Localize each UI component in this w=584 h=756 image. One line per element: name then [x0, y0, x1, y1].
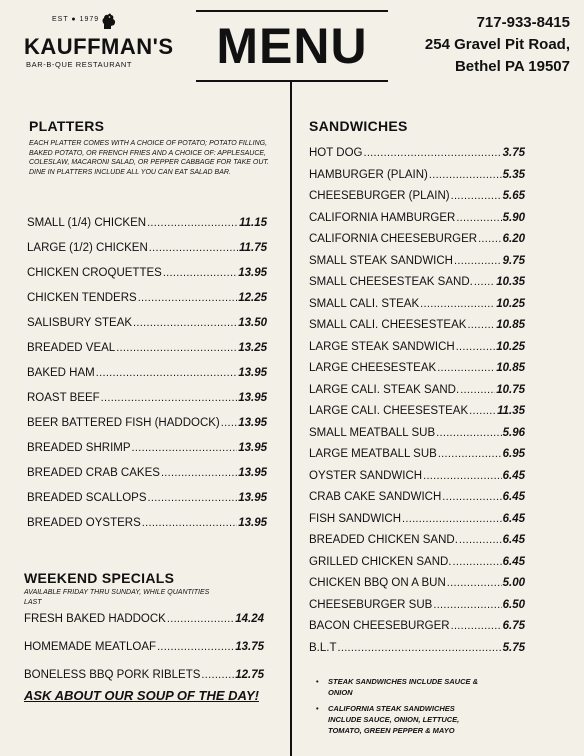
dot-leader — [157, 633, 234, 661]
menu-item — [309, 509, 525, 531]
menu-item — [27, 211, 267, 236]
menu-item-price: 6.50 — [502, 598, 525, 611]
dot-leader — [436, 423, 501, 445]
logo-name: KAUFFMAN'S — [24, 34, 174, 59]
menu-item-price: 5.90 — [502, 211, 525, 224]
menu-item-price: 13.95 — [238, 367, 267, 379]
rooster-icon — [98, 12, 118, 32]
dot-leader — [451, 616, 502, 638]
menu-item — [24, 633, 264, 661]
dot-leader — [133, 311, 237, 336]
menu-item — [309, 272, 525, 294]
menu-item-price: 6.75 — [502, 620, 525, 632]
menu-item — [309, 337, 525, 359]
dot-leader — [437, 358, 495, 380]
dot-leader — [420, 294, 495, 316]
dot-leader — [467, 315, 495, 337]
menu-item-name: BREADED SHRIMP — [27, 442, 131, 454]
menu-item-name: CALIFORNIA CHEESEBURGER — [309, 233, 478, 245]
menu-item-price: 13.95 — [238, 417, 267, 429]
menu-item-name: CHEESEBURGER SUB — [309, 598, 433, 611]
dot-leader — [453, 552, 502, 574]
dot-leader — [438, 444, 502, 466]
menu-item-name: CALIFORNIA HAMBURGER — [309, 211, 456, 224]
dot-leader — [167, 605, 234, 633]
menu-item — [309, 229, 525, 251]
menu-item — [27, 336, 267, 361]
dot-leader — [149, 236, 238, 261]
column-divider — [290, 80, 292, 756]
menu-item — [27, 411, 267, 436]
menu-item-name: HOMEMADE MEATLOAF — [24, 641, 157, 653]
menu-item-price: 13.50 — [238, 317, 267, 329]
menu-item-name: SALISBURY STEAK — [27, 317, 133, 329]
dot-leader — [429, 165, 502, 187]
dot-leader — [433, 595, 501, 617]
platters-note: EACH PLATTER COMES WITH A CHOICE OF POTATO; POTATO FILLING, BAKED POTATO, OR FRENCH FRIES AND A CHOICE OF: APPLESAUCE, COLESLAW, MACARONI SALAD, OR PEPPER CABBAGE FOR TAKE OUT. DINE IN PLATTERS INCLUDE ALL YOU CAN EAT SALAD BAR. — [29, 140, 270, 176]
menu-item — [309, 595, 525, 617]
logo-established: EST ● 1979 — [52, 16, 100, 23]
menu-item-price: 13.75 — [235, 641, 264, 653]
dot-leader — [478, 229, 502, 251]
menu-item — [309, 466, 525, 488]
menu-item-name: BEER BATTERED FISH (HADDOCK) — [27, 417, 220, 429]
menu-item-name: LARGE CHEESESTEAK — [309, 362, 437, 374]
menu-item-price: 13.95 — [238, 517, 267, 529]
menu-item-name: ROAST BEEF — [27, 392, 100, 404]
menu-item-name: BACON CHEESEBURGER — [309, 620, 450, 632]
dot-leader — [138, 286, 238, 311]
menu-item-name: BREADED CHICKEN SAND. — [309, 534, 458, 546]
menu-item — [309, 358, 525, 380]
menu-item-name: BAKED HAM — [27, 367, 95, 379]
dot-leader — [161, 461, 237, 486]
dot-leader — [456, 208, 501, 230]
phone-number: 717-933-8415 — [476, 14, 570, 31]
sandwich-notes — [316, 676, 486, 741]
menu-item — [309, 294, 525, 316]
menu-item — [309, 165, 525, 187]
menu-item-name: HOT DOG — [309, 147, 363, 159]
menu-item-price: 5.75 — [502, 641, 525, 654]
dot-leader — [447, 573, 502, 595]
menu-item-price: 10.85 — [496, 319, 525, 331]
menu-item-price: 6.45 — [502, 512, 525, 525]
sandwich-note: • STEAK SANDWICHES INCLUDE SAUCE & ONION — [316, 676, 486, 698]
menu-item-price: 11.75 — [239, 242, 267, 254]
menu-item-name: OYSTER SANDWICH — [309, 469, 423, 482]
menu-item — [27, 461, 267, 486]
menu-item-price: 13.95 — [238, 442, 267, 454]
menu-item — [24, 661, 264, 689]
menu-item-price: 14.24 — [235, 613, 264, 625]
dot-leader — [96, 361, 237, 386]
dot-leader — [147, 211, 238, 236]
menu-item-name: FISH SANDWICH — [309, 512, 401, 525]
platters-heading: PLATTERS — [29, 118, 105, 134]
menu-item-price: 10.25 — [496, 340, 525, 353]
menu-item-name: CHEESEBURGER (PLAIN) — [309, 190, 450, 202]
restaurant-logo — [24, 14, 174, 70]
menu-item-price: 13.95 — [238, 467, 267, 479]
menu-item-name: CHICKEN BBQ ON A BUN — [309, 577, 446, 589]
menu-item — [27, 286, 267, 311]
menu-item — [27, 236, 267, 261]
dot-leader — [201, 661, 234, 689]
menu-item-name: HAMBURGER (PLAIN) — [309, 168, 428, 181]
dot-leader — [454, 251, 502, 273]
dot-leader — [116, 336, 237, 361]
contact-info — [425, 12, 570, 78]
menu-item-price: 6.45 — [502, 534, 525, 546]
menu-item-price: 6.45 — [502, 491, 525, 503]
dot-leader — [142, 511, 237, 536]
weekend-note: AVAILABLE FRIDAY THRU SUNDAY, WHILE QUANTITIES LAST — [24, 589, 210, 606]
platters-list — [27, 211, 267, 536]
menu-item — [24, 605, 264, 633]
menu-item-price: 6.95 — [502, 448, 525, 460]
menu-item-price: 5.65 — [502, 190, 525, 202]
dot-leader — [442, 487, 501, 509]
menu-item-price: 5.00 — [502, 577, 525, 589]
menu-item-name: BREADED VEAL — [27, 342, 116, 354]
dot-leader — [337, 638, 501, 660]
address-line-2: Bethel PA 19507 — [454, 58, 570, 75]
dot-leader — [451, 186, 502, 208]
menu-item — [309, 573, 525, 595]
menu-item-name: BREADED CRAB CAKES — [27, 467, 160, 479]
menu-item-price: 5.96 — [502, 426, 525, 439]
soup-of-the-day: ASK ABOUT OUR SOUP OF THE DAY! — [24, 688, 259, 703]
menu-item — [309, 380, 525, 402]
menu-item-name: FRESH BAKED HADDOCK — [24, 613, 166, 625]
menu-item — [309, 616, 525, 638]
dot-leader — [148, 486, 238, 511]
menu-item-name: LARGE MEATBALL SUB — [309, 448, 437, 460]
menu-item-price: 5.35 — [502, 168, 525, 181]
menu-item-name: CRAB CAKE SANDWICH — [309, 491, 442, 503]
menu-item — [309, 401, 525, 423]
menu-item-name: GRILLED CHICKEN SAND. — [309, 555, 452, 568]
menu-item-price: 13.95 — [238, 492, 267, 504]
menu-title: MENU — [196, 10, 388, 82]
menu-item-price: 6.45 — [502, 469, 525, 482]
menu-item — [27, 361, 267, 386]
menu-item — [27, 511, 267, 536]
menu-item — [309, 251, 525, 273]
address-line-1: 254 Gravel Pit Road, — [424, 36, 570, 53]
menu-item-price: 11.15 — [239, 217, 267, 229]
menu-item — [309, 315, 525, 337]
menu-item-name: SMALL MEATBALL SUB — [309, 426, 436, 439]
dot-leader — [402, 509, 502, 531]
menu-item — [309, 638, 525, 660]
menu-item-name: SMALL STEAK SANDWICH — [309, 254, 453, 267]
weekend-list — [24, 605, 264, 689]
dot-leader — [132, 436, 238, 461]
dot-leader — [423, 466, 502, 488]
menu-item — [309, 186, 525, 208]
menu-item — [27, 311, 267, 336]
weekend-heading: WEEKEND SPECIALS — [24, 570, 175, 586]
menu-item — [309, 487, 525, 509]
menu-item — [27, 386, 267, 411]
menu-item-price: 13.95 — [238, 267, 267, 279]
menu-item-price: 10.25 — [496, 297, 525, 310]
menu-item-name: SMALL CALI. CHEESESTEAK — [309, 319, 467, 331]
menu-item — [309, 530, 525, 552]
menu-item-price: 10.85 — [496, 362, 525, 374]
menu-item-price: 12.25 — [238, 292, 267, 304]
menu-item-name: CHICKEN TENDERS — [27, 292, 137, 304]
menu-item-name: BREADED SCALLOPS — [27, 492, 147, 504]
menu-item-name: LARGE CALI. STEAK SAND. — [309, 383, 460, 396]
dot-leader — [469, 401, 496, 423]
menu-item-name: BREADED OYSTERS — [27, 517, 141, 529]
menu-item-name: LARGE (1/2) CHICKEN — [27, 242, 148, 254]
dot-leader — [459, 530, 502, 552]
dot-leader — [163, 261, 237, 286]
dot-leader — [363, 143, 501, 165]
menu-item-price: 10.75 — [496, 383, 525, 396]
menu-item — [309, 143, 525, 165]
menu-item-name: SMALL (1/4) CHICKEN — [27, 217, 147, 229]
menu-item — [27, 486, 267, 511]
menu-item — [27, 436, 267, 461]
menu-item — [27, 261, 267, 286]
menu-item-price: 3.75 — [502, 147, 525, 159]
menu-item-name: CHICKEN CROQUETTES — [27, 267, 162, 279]
menu-item-name: B.L.T — [309, 641, 337, 654]
sandwiches-heading: SANDWICHES — [309, 118, 408, 134]
dot-leader — [101, 386, 238, 411]
menu-item-price: 12.75 — [235, 669, 264, 681]
menu-item-name: SMALL CHEESESTEAK SAND. — [309, 276, 473, 288]
dot-leader — [474, 272, 495, 294]
menu-item — [309, 444, 525, 466]
menu-item-name: SMALL CALI. STEAK — [309, 297, 420, 310]
logo-subtitle: BAR-B-QUE RESTAURANT — [26, 60, 133, 69]
menu-item-name: BONELESS BBQ PORK RIBLETS — [24, 669, 201, 681]
menu-item-price: 9.75 — [502, 254, 525, 267]
menu-item-price: 6.45 — [502, 555, 525, 568]
menu-item — [309, 552, 525, 574]
menu-item-price: 13.25 — [238, 342, 267, 354]
menu-item-price: 6.20 — [502, 233, 525, 245]
menu-item-price: 11.35 — [497, 405, 525, 417]
menu-item-price: 13.95 — [238, 392, 267, 404]
sandwiches-list — [309, 143, 525, 659]
menu-item-price: 10.35 — [496, 276, 525, 288]
menu-item — [309, 208, 525, 230]
dot-leader — [456, 337, 496, 359]
sandwich-note: • CALIFORNIA STEAK SANDWICHES INCLUDE SAUCE, ONION, LETTUCE, TOMATO, GREEN PEPPER & MAYO — [316, 703, 486, 736]
dot-leader — [460, 380, 495, 402]
menu-item — [309, 423, 525, 445]
menu-item-name: LARGE CALI. CHEESESTEAK — [309, 405, 469, 417]
menu-item-name: LARGE STEAK SANDWICH — [309, 340, 455, 353]
dot-leader — [221, 411, 237, 436]
